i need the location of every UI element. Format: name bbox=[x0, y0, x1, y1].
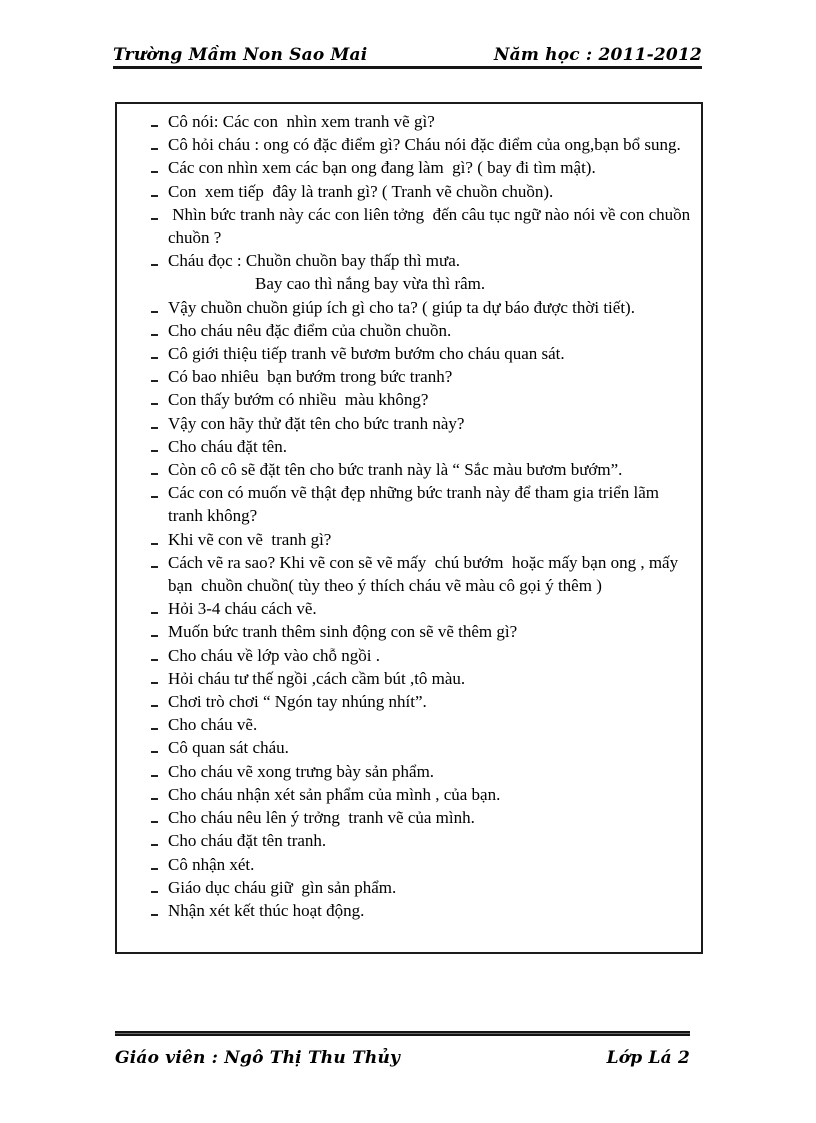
list-item bbox=[117, 180, 701, 203]
list-item-text: Còn cô cô sẽ đặt tên cho bức tranh này là “ Sắc màu bươm bướm”. bbox=[168, 460, 623, 480]
list-item bbox=[117, 365, 701, 388]
list-item bbox=[117, 388, 701, 411]
list-item bbox=[117, 853, 701, 876]
page-footer bbox=[115, 1048, 690, 1068]
dash-bullet bbox=[151, 566, 158, 568]
list-item bbox=[117, 829, 701, 852]
list-item-text: Có bao nhiêu bạn bướm trong bức tranh? bbox=[168, 367, 453, 387]
dash-bullet bbox=[151, 171, 158, 173]
list-item-text: Cô quan sát cháu. bbox=[168, 738, 289, 758]
list-item-text: Cô nhận xét. bbox=[168, 854, 255, 874]
dash-bullet bbox=[151, 195, 158, 197]
dash-bullet bbox=[151, 148, 158, 150]
list-item-text: Cho cháu về lớp vào chỗ ngồi . bbox=[168, 645, 381, 665]
dash-bullet bbox=[151, 403, 158, 405]
dash-bullet bbox=[151, 798, 158, 800]
class-label: Lớp Lá 2 bbox=[606, 1048, 690, 1068]
dash-bullet bbox=[151, 125, 158, 127]
list-item-text: Cháu đọc : Chuồn chuồn bay thấp thì mưa. Bay cao thì nắng bay vừa thì râm. bbox=[168, 249, 699, 295]
list-item-text: Con xem tiếp đây là tranh gì? ( Tranh vẽ chuồn chuồn). bbox=[168, 181, 554, 201]
dash-bullet bbox=[151, 380, 158, 382]
dash-bullet bbox=[151, 705, 158, 707]
list-item bbox=[117, 899, 701, 922]
dash-bullet bbox=[151, 357, 158, 359]
list-item-text: Các con có muốn vẽ thật đẹp những bức tranh này để tham gia triển lãm tranh không? bbox=[168, 483, 668, 526]
dash-bullet bbox=[151, 473, 158, 475]
list-item bbox=[117, 551, 701, 597]
list-item-text: Giáo dục cháu giữ gìn sản phẩm. bbox=[168, 877, 397, 897]
list-item bbox=[117, 597, 701, 620]
list-item bbox=[117, 458, 701, 481]
dash-bullet bbox=[151, 682, 158, 684]
list-item-text: Vậy con hãy thử đặt tên cho bức tranh này? bbox=[168, 413, 465, 433]
dash-bullet bbox=[151, 635, 158, 637]
list-item-text: Cho cháu nêu lên ý trởng tranh vẽ của mình. bbox=[168, 808, 475, 828]
dash-bullet bbox=[151, 496, 158, 498]
list-item bbox=[117, 644, 701, 667]
dash-bullet bbox=[151, 914, 158, 916]
list-item bbox=[117, 528, 701, 551]
list-item-text: Cho cháu vẽ. bbox=[168, 715, 258, 735]
list-item-text: Vậy chuồn chuồn giúp ích gì cho ta? ( giúp ta dự báo được thời tiết). bbox=[168, 297, 635, 317]
list-item bbox=[117, 760, 701, 783]
dash-bullet bbox=[151, 334, 158, 336]
dash-bullet bbox=[151, 543, 158, 545]
dash-bullet bbox=[151, 264, 158, 266]
footer-rule bbox=[115, 1031, 690, 1036]
dash-bullet bbox=[151, 450, 158, 452]
list-item bbox=[117, 690, 701, 713]
list-item bbox=[117, 249, 701, 295]
list-item bbox=[117, 620, 701, 643]
list-item-text: Cách vẽ ra sao? Khi vẽ con sẽ vẽ mấy chú bướm hoặc mấy bạn ong , mấy bạn chuồn chuồn( tùy theo ý thích cháu vẽ màu cô gọi ý thêm ) bbox=[168, 552, 683, 596]
list-item bbox=[117, 133, 701, 156]
dash-bullet bbox=[151, 891, 158, 893]
list-item bbox=[117, 876, 701, 899]
school-name: Trường Mầm Non Sao Mai bbox=[113, 45, 368, 65]
list-item-text: Cô hỏi cháu : ong có đặc điểm gì? Cháu nói đặc điểm của ong,bạn bổ sung. bbox=[168, 135, 681, 155]
dash-bullet bbox=[151, 218, 158, 220]
list-item-text: Khi vẽ con vẽ tranh gì? bbox=[168, 529, 332, 549]
list-item-text: Cô giới thiệu tiếp tranh vẽ bươm bướm cho cháu quan sát. bbox=[168, 344, 565, 364]
list-item-text: Nhìn bức tranh này các con liên tởng đến câu tục ngữ nào nói về con chuồn chuồn ? bbox=[168, 204, 695, 248]
dash-bullet bbox=[151, 659, 158, 661]
list-item bbox=[117, 319, 701, 342]
list-item bbox=[117, 203, 701, 249]
dash-bullet bbox=[151, 427, 158, 429]
list-item-text: Các con nhìn xem các bạn ong đang làm gì? ( bay đi tìm mật). bbox=[168, 158, 596, 178]
list-item bbox=[117, 435, 701, 458]
activity-list bbox=[117, 110, 701, 922]
list-item bbox=[117, 342, 701, 365]
list-item bbox=[117, 713, 701, 736]
list-item-text: Muốn bức tranh thêm sinh động con sẽ vẽ thêm gì? bbox=[168, 622, 518, 642]
school-year: Năm học : 2011-2012 bbox=[493, 45, 702, 65]
list-item bbox=[117, 412, 701, 435]
list-item bbox=[117, 156, 701, 179]
list-item-text: Cho cháu vẽ xong trưng bày sản phẩm. bbox=[168, 761, 435, 781]
list-item-text: Chơi trò chơi “ Ngón tay nhúng nhít”. bbox=[168, 692, 427, 712]
content-box bbox=[115, 102, 703, 954]
list-item bbox=[117, 481, 701, 527]
dash-bullet bbox=[151, 751, 158, 753]
page-header bbox=[113, 45, 702, 69]
dash-bullet bbox=[151, 775, 158, 777]
dash-bullet bbox=[151, 844, 158, 846]
list-item bbox=[117, 110, 701, 133]
list-item-text: Hỏi 3-4 cháu cách vẽ. bbox=[168, 599, 317, 619]
list-item bbox=[117, 296, 701, 319]
list-item bbox=[117, 783, 701, 806]
list-item-text: Con thấy bướm có nhiều màu không? bbox=[168, 390, 429, 410]
list-item-text: Hỏi cháu tư thế ngồi ,cách cầm bút ,tô màu. bbox=[168, 668, 466, 688]
teacher-name: Giáo viên : Ngô Thị Thu Thủy bbox=[115, 1048, 401, 1068]
list-item-text: Cho cháu đặt tên. bbox=[168, 436, 287, 456]
list-item-text: Cô nói: Các con nhìn xem tranh vẽ gì? bbox=[168, 112, 435, 131]
list-item bbox=[117, 667, 701, 690]
list-item-text-line2: Bay cao thì nắng bay vừa thì râm. bbox=[255, 274, 486, 294]
list-item bbox=[117, 806, 701, 829]
dash-bullet bbox=[151, 868, 158, 870]
dash-bullet bbox=[151, 311, 158, 313]
dash-bullet bbox=[151, 821, 158, 823]
list-item bbox=[117, 736, 701, 759]
dash-bullet bbox=[151, 728, 158, 730]
list-item-text: Nhận xét kết thúc hoạt động. bbox=[168, 900, 365, 920]
list-item-text: Cho cháu đặt tên tranh. bbox=[168, 831, 327, 851]
dash-bullet bbox=[151, 612, 158, 614]
list-item-text: Cho cháu nêu đặc điểm của chuồn chuồn. bbox=[168, 320, 452, 340]
list-item-text: Cho cháu nhận xét sản phẩm của mình , của bạn. bbox=[168, 784, 501, 804]
